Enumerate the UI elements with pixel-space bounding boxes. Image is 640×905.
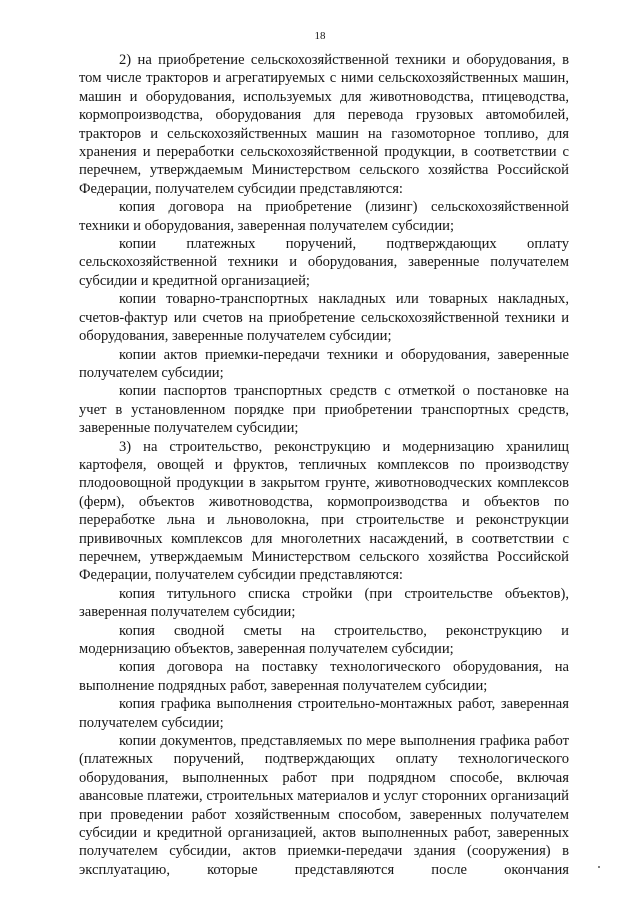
paragraph-lease-contract-copy: копия договора на приобретение (лизинг) сельскохозяйственной техники и оборудования, заверенная получателем субсидии; (79, 199, 569, 234)
paragraph-progress-documents: копии документов, представляемых по мере выполнения графика работ (платежных поручений, подтверждающих оплату технологического оборудования, выполненных работ при подрядном способе, включая авансовые платежи, строительных материалов и услуг сторонних организаций при проведении работ хозяйственным способом, заверенных получателем субсидии и кредитной организацией, актов выполненных работ, заверенных получателем субсидии, актов приемки-передачи здания (сооружения) в эксплуатацию, которые представляются после окончания (79, 733, 569, 878)
document-body (79, 51, 569, 879)
paragraph-waybills: копии товарно-транспортных накладных или товарных накладных, счетов-фактур или счетов на приобретение сельскохозяйственной техники и оборудования, заверенные получателем субсидии; (79, 291, 569, 345)
paragraph-payment-orders: копии платежных поручений, подтверждающих оплату сельскохозяйственной техники и оборудования, заверенные получателем субсидии и кредитной организацией; (79, 236, 569, 289)
page-number: 18 (314, 30, 326, 42)
paragraph-item-2-machinery: 2) на приобретение сельскохозяйственной техники и оборудования, в том числе тракторов и агрегатируемых с ними сельскохозяйственных машин, машин и оборудования, используемых для животноводства, птицеводства, кормопроизводства, оборудования для перевода грузовых автомобилей, тракторов и сельскохозяйственных машин на газомоторное топливо, для хранения и переработки сельскохозяйственной продукции, в соответствии с перечнем, утверждаемым Министерством сельского хозяйства Российской Федерации, получателем субсидии представляются: (79, 52, 569, 197)
paragraph-title-list: копия титульного списка стройки (при строительстве объектов), заверенная получателем субсидии; (79, 585, 569, 621)
paragraph-supply-contract: копия договора на поставку технологического оборудования, на выполнение подрядных работ, заверенная получателем субсидии; (79, 659, 569, 694)
paragraph-summary-estimate: копия сводной сметы на строительство, реконструкцию и модернизацию объектов, заверенная получателем субсидии; (79, 622, 569, 657)
paragraph-work-schedule: копия графика выполнения строительно-монтажных работ, заверенная получателем субсидии; (79, 696, 569, 731)
scan-dot (598, 866, 600, 868)
paragraph-acceptance-acts: копии актов приемки-передачи техники и оборудования, заверенные получателем субсидии; (79, 346, 569, 381)
paragraph-vehicle-passports: копии паспортов транспортных средств с отметкой о постановке на учет в установленном порядке при приобретении транспортных средств, заверенные получателем субсидии; (79, 383, 569, 437)
paragraph-item-3-construction: 3) на строительство, реконструкцию и модернизацию хранилищ картофеля, овощей и фруктов, тепличных комплексов по производству плодоовощной продукции в закрытом грунте, животноводческих комплексов (ферм), объектов животноводства, кормопроизводства и объектов по переработке льна и льноволокна, при строительстве и реконструкции прививочных комплексов для многолетних насаждений, в соответствии с перечнем, утверждаемым Министерством сельского хозяйства Российской Федерации, получателем субсидии представляются: (79, 438, 569, 584)
